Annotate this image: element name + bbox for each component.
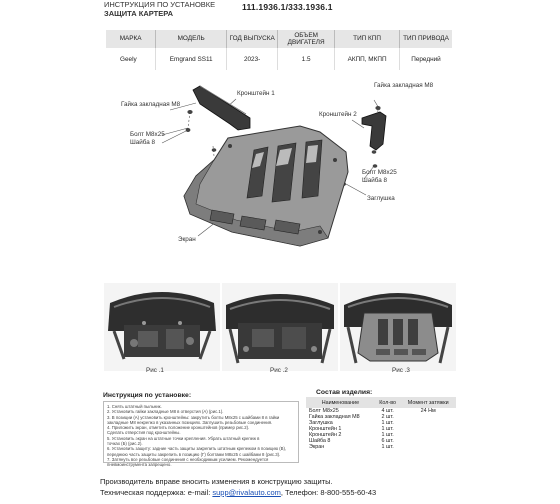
component-name: Гайка закладная М8 [309, 414, 360, 420]
bolt-right-lower [373, 164, 378, 168]
table-row [306, 444, 456, 450]
spec-model: Emgrand SS11 [156, 48, 227, 70]
components-title: Состав изделия: [316, 389, 373, 396]
component-qty: 1 шт. [381, 432, 394, 438]
header-title-line1: ИНСТРУКЦИЯ ПО УСТАНОВКЕ [104, 0, 216, 9]
instruction-line: Сделать отверстия под кронштейны. [107, 430, 181, 436]
label-plug: Заглушка [367, 195, 395, 202]
component-name: Заглушка [309, 420, 333, 426]
component-qty: 4 шт. [381, 408, 394, 414]
instruction-line: переднюю часть защиты закрепить в позицию (Г) болтами М8х25 с шайбами 8 (рис.3). [107, 451, 281, 457]
components-header-qty: Кол-во [375, 397, 401, 408]
weld-nut-left [187, 110, 192, 114]
bracket-2-part [362, 112, 386, 150]
component-qty: 1 шт. [381, 420, 394, 426]
instruction-line: точках (Б) (рис.2). [107, 441, 143, 447]
components-header-row [306, 397, 456, 408]
component-qty: 1 шт. [381, 444, 394, 450]
component-name: Кронштейн 1 [309, 426, 342, 432]
photo-fig-3 [340, 283, 456, 371]
support-email-link[interactable]: supp@rivalauto.com [212, 488, 281, 497]
instruction-line: 2. Установить гайки закладные М8 в отверстия (А) (рис.1). [107, 409, 224, 415]
spec-header-gearbox: ТИП КПП [335, 30, 400, 48]
component-qty: 1 шт. [381, 426, 394, 432]
bolt-left-lower [212, 148, 217, 152]
component-torque: 24 Нм [420, 408, 436, 414]
instruction-line: 4. Приложить экран, отметить положение кронштейнов (пример рис.2). [107, 425, 250, 431]
spec-drive: Передний [400, 48, 453, 70]
instructions-title: Инструкция по установке: [103, 392, 192, 399]
components-header-name: Наименование [306, 397, 375, 408]
caption-fig-3: Рис .3 [392, 367, 410, 374]
footer-support [100, 488, 376, 497]
spec-header-year: ГОД ВЫПУСКА [227, 30, 278, 48]
article-code: 111.1936.1/333.1936.1 [242, 2, 333, 12]
spec-year: 2023- [227, 48, 278, 70]
instruction-line: 7. Затянуть все резьбовые соединения с необходимым усилием. Рекомендуется [107, 456, 269, 462]
component-qty: 2 шт. [381, 414, 394, 420]
component-name: Шайба 8 [309, 438, 331, 444]
instruction-line: 5. Установить экран на штатные точки крепления. Убрать штатный крепеж в [107, 435, 260, 441]
label-bracket-1: Кронштейн 1 [237, 90, 275, 97]
instruction-line: пневмоинструмента запрещено. [107, 462, 172, 468]
instruction-line: 3. В позиции (А) установить кронштейны: закрутить болты М8х25 с шайбами 8 в гайки [107, 414, 280, 420]
header-title-line2: ЗАЩИТА КАРТЕРА [104, 9, 173, 18]
footer-disclaimer: Производитель вправе вносить изменения в конструкцию защиты. [100, 477, 333, 486]
label-bracket-2: Кронштейн 2 [319, 111, 357, 118]
label-weld-nut-left: Гайка закладная М8 [121, 101, 181, 108]
caption-fig-1: Рис .1 [146, 367, 164, 374]
spec-header-drive: ТИП ПРИВОДА [400, 30, 453, 48]
photo-fig-1 [104, 283, 220, 371]
label-bolt-left: Болт М8х25 [130, 131, 165, 138]
spec-engine: 1.5 [278, 48, 335, 70]
components-table [306, 397, 456, 450]
label-bolt-right: Болт М8х25 [362, 169, 397, 176]
spec-brand: Geely [120, 55, 137, 63]
instruction-line: 6. Установить защиту: задние часть защиты закрепить штатным крепежом в позицию (В), [107, 446, 287, 452]
label-weld-nut-right: Гайка закладная М8 [374, 82, 434, 89]
weld-nut-right [375, 106, 380, 110]
spec-gearbox: АКПП, МКПП [335, 48, 400, 70]
instruction-line: закладные М8 некрепко в указанных позициях. Заглушить резьбовые соединения. [107, 419, 273, 425]
components-header-torque: Момент затяжки [400, 397, 456, 408]
footer-phone: , Телефон: 8-800-555-60-43 [280, 488, 377, 497]
instruction-line: 1. Снять штатный пыльник. [107, 404, 162, 409]
label-screen: Экран [178, 236, 196, 243]
component-name: Болт М8х25 [309, 408, 339, 414]
photo-fig-2 [222, 283, 338, 371]
spec-header-engine: ОБЪЕМ ДВИГАТЕЛЯ [278, 30, 335, 48]
label-washer-left: Шайба 8 [130, 139, 156, 146]
label-washer-right: Шайба 8 [362, 177, 388, 184]
caption-fig-2: Рис .2 [270, 367, 288, 374]
spec-header-brand: МАРКА [106, 30, 156, 48]
bolt-right [372, 150, 377, 154]
component-name: Экран [309, 444, 325, 450]
footer-support-prefix: Техническая поддержка: e-mail: [100, 488, 213, 497]
component-qty: 6 шт. [381, 438, 394, 444]
bolt-left [186, 128, 191, 132]
spec-header-model: МОДЕЛЬ [156, 30, 227, 48]
component-name: Кронштейн 2 [309, 432, 342, 438]
component-torque [400, 444, 456, 450]
instructions-box [103, 401, 299, 468]
